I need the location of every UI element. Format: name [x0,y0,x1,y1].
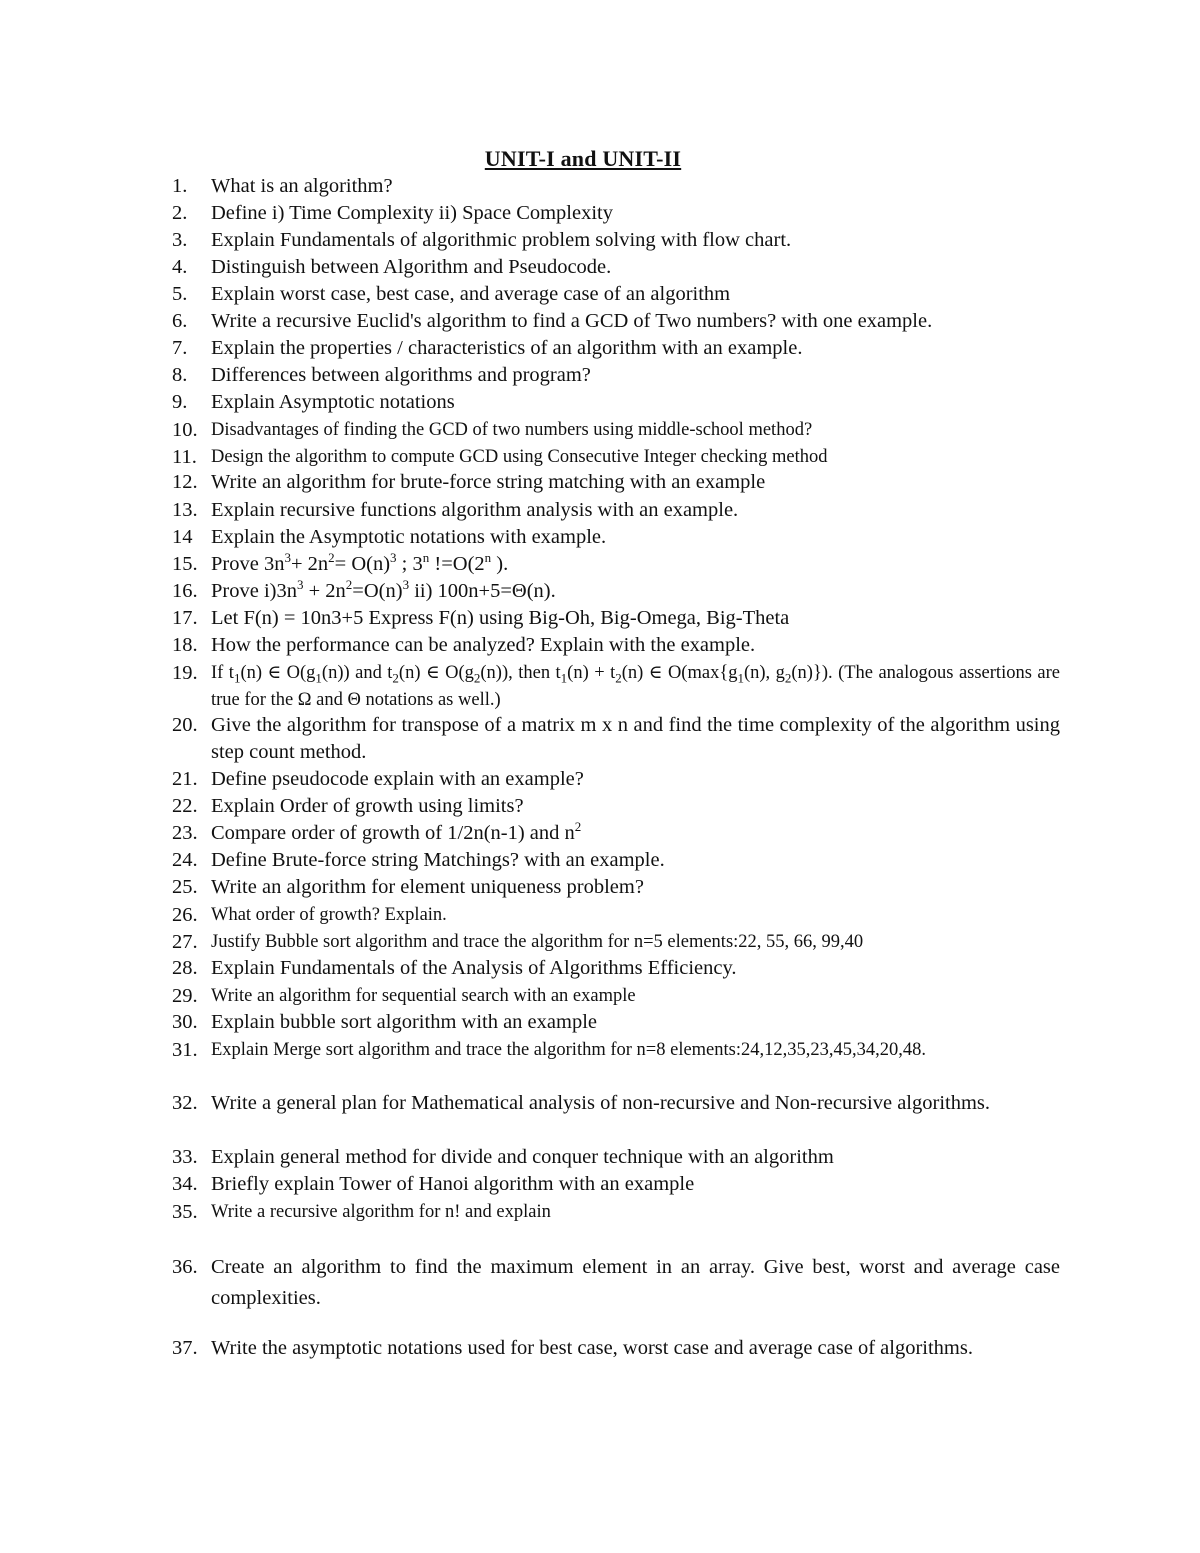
question-number: 10. [172,419,198,441]
text-part: (n) + t [567,663,616,683]
question-text: Create an algorithm to find the maximum element in an array. Give best, worst and average case complexities. [211,1256,1060,1309]
superscript: 2 [328,550,335,566]
question-number: 36. [172,1256,198,1278]
subscript: 1 [737,670,744,686]
text-part: If t [211,663,234,683]
question-number: 29. [172,985,198,1007]
question-number: 31. [172,1039,198,1061]
question-text: Define pseudocode explain with an example? [211,768,584,790]
text-part: (n)}). (The analogous assertions are true for the Ω and Θ notations as well.) [211,663,1060,710]
question-number: 28. [172,957,198,979]
question-text: Write a recursive algorithm for n! and explain [211,1202,551,1222]
question-number: 5. [172,283,188,305]
superscript: 3 [402,577,410,593]
question-text: Give the algorithm for transpose of a matrix m x n and find the time complexity of the algorithm using step count method. [211,714,1060,763]
text-part: (n), g [743,663,785,683]
superscript: n [422,550,430,566]
subscript: 2 [473,670,481,686]
question-number: 33. [172,1146,198,1168]
question-number: 12. [172,471,198,493]
question-text: Write the asymptotic notations used for best case, worst case and average case of algorithms. [211,1337,973,1359]
question-number: 20. [172,714,198,736]
text-part: ; 3 [396,553,423,575]
page-title: UNIT-I and UNIT-II [484,146,682,171]
superscript: 2 [574,819,582,835]
text-part: (n) ∈ O(g [398,663,474,683]
question-number: 17. [172,607,198,629]
text-part: Prove i)3n [211,580,297,602]
question-text [211,660,1060,714]
question-text: Define i) Time Complexity ii) Space Complexity [211,202,613,224]
question-number: 19. [172,662,198,684]
question-number: 25. [172,876,198,898]
superscript: 2 [345,577,353,593]
text-part: ). [491,553,509,575]
question-text: Explain Fundamentals of the Analysis of Algorithms Efficiency. [211,957,737,979]
question-text [211,578,1060,605]
question-text: Explain Asymptotic notations [211,391,455,413]
question-number: 24. [172,849,198,871]
question-text: How the performance can be analyzed? Explain with the example. [211,634,756,656]
subscript: 2 [615,670,622,686]
question-number: 26. [172,904,198,926]
question-number: 35. [172,1201,198,1223]
question-text: Write an algorithm for brute-force string matching with an example [211,471,766,493]
subscript: 1 [560,670,568,686]
question-number: 11. [172,446,197,468]
question-number: 23. [172,822,198,844]
question-text [211,820,1060,847]
text-part: ii) 100n+5=Θ(n). [409,580,556,602]
question-number: 22. [172,795,198,817]
question-text: Explain general method for divide and conquer technique with an algorithm [211,1146,834,1168]
question-text: Differences between algorithms and program? [211,364,591,386]
superscript: 3 [390,550,397,566]
subscript: 1 [233,670,241,686]
question-number: 34. [172,1173,198,1195]
question-text: Explain bubble sort algorithm with an example [211,1011,597,1033]
text-part: = O(n) [334,553,391,575]
question-text: Explain the properties / characteristics of an algorithm with an example. [211,337,803,359]
question-number: 3. [172,229,188,251]
question-text: Explain Merge sort algorithm and trace the algorithm for n=8 elements:24,12,35,23,45,34,20,48. [211,1040,926,1060]
question-text [211,551,1060,578]
question-number: 30. [172,1011,198,1033]
question-number: 27. [172,931,198,953]
question-text: Define Brute-force string Matchings? with an example. [211,849,665,871]
question-text: Justify Bubble sort algorithm and trace the algorithm for n=5 elements:22, 55, 66, 99,40 [211,932,864,952]
question-number: 7. [172,337,188,359]
question-text: Explain worst case, best case, and average case of an algorithm [211,283,731,305]
text-part: + 2n [290,553,329,575]
question-text: Briefly explain Tower of Hanoi algorithm with an example [211,1173,695,1195]
question-text: Explain Fundamentals of algorithmic problem solving with flow chart. [211,229,792,251]
text-part: Prove 3n [211,553,285,575]
question-number: 2. [172,202,188,224]
text-part: + 2n [303,580,346,602]
question-number: 16. [172,580,198,602]
question-text: Write an algorithm for element uniqueness problem? [211,876,644,898]
question-text: Design the algorithm to compute GCD using Consecutive Integer checking method [211,447,828,467]
question-number: 32. [172,1092,198,1114]
question-number: 13. [172,499,198,521]
question-number: 37. [172,1337,198,1359]
question-number: 4. [172,256,188,278]
question-number: 9. [172,391,188,413]
question-text: Explain the Asymptotic notations with example. [211,526,607,548]
text-part: =O(n) [352,580,403,602]
question-text: Explain recursive functions algorithm analysis with an example. [211,499,739,521]
superscript: 3 [296,577,304,593]
question-number: 18. [172,634,198,656]
question-text: What order of growth? Explain. [211,905,447,925]
question-text: Disadvantages of finding the GCD of two numbers using middle-school method? [211,420,813,440]
text-part: !=O(2 [429,553,485,575]
question-number: 15. [172,553,198,575]
question-text: Distinguish between Algorithm and Pseudocode. [211,256,612,278]
question-number: 14 [172,526,193,548]
subscript: 2 [784,670,792,686]
text-part: (n) ∈ O(max{g [621,663,738,683]
question-text: Write a recursive Euclid's algorithm to find a GCD of Two numbers? with one example. [211,310,933,332]
question-number: 8. [172,364,188,386]
text-part: (n)) and t [321,663,393,683]
question-text: Let F(n) = 10n3+5 Express F(n) using Big-Oh, Big-Omega, Big-Theta [211,607,790,629]
question-text: Write a general plan for Mathematical analysis of non-recursive and Non-recursive algorithms. [211,1092,991,1114]
question-text: Explain Order of growth using limits? [211,795,524,817]
question-number: 21. [172,768,198,790]
question-number: 6. [172,310,188,332]
question-text: Write an algorithm for sequential search with an example [211,986,636,1006]
superscript: n [484,550,492,566]
text-part: (n)), then t [480,663,561,683]
question-number: 1. [172,175,188,197]
question-text: What is an algorithm? [211,175,393,197]
superscript: 3 [284,550,291,566]
subscript: 1 [315,670,322,686]
text-part: Compare order of growth of 1/2n(n-1) and n [211,822,575,844]
text-part: (n) ∈ O(g [240,663,316,683]
subscript: 2 [392,670,399,686]
